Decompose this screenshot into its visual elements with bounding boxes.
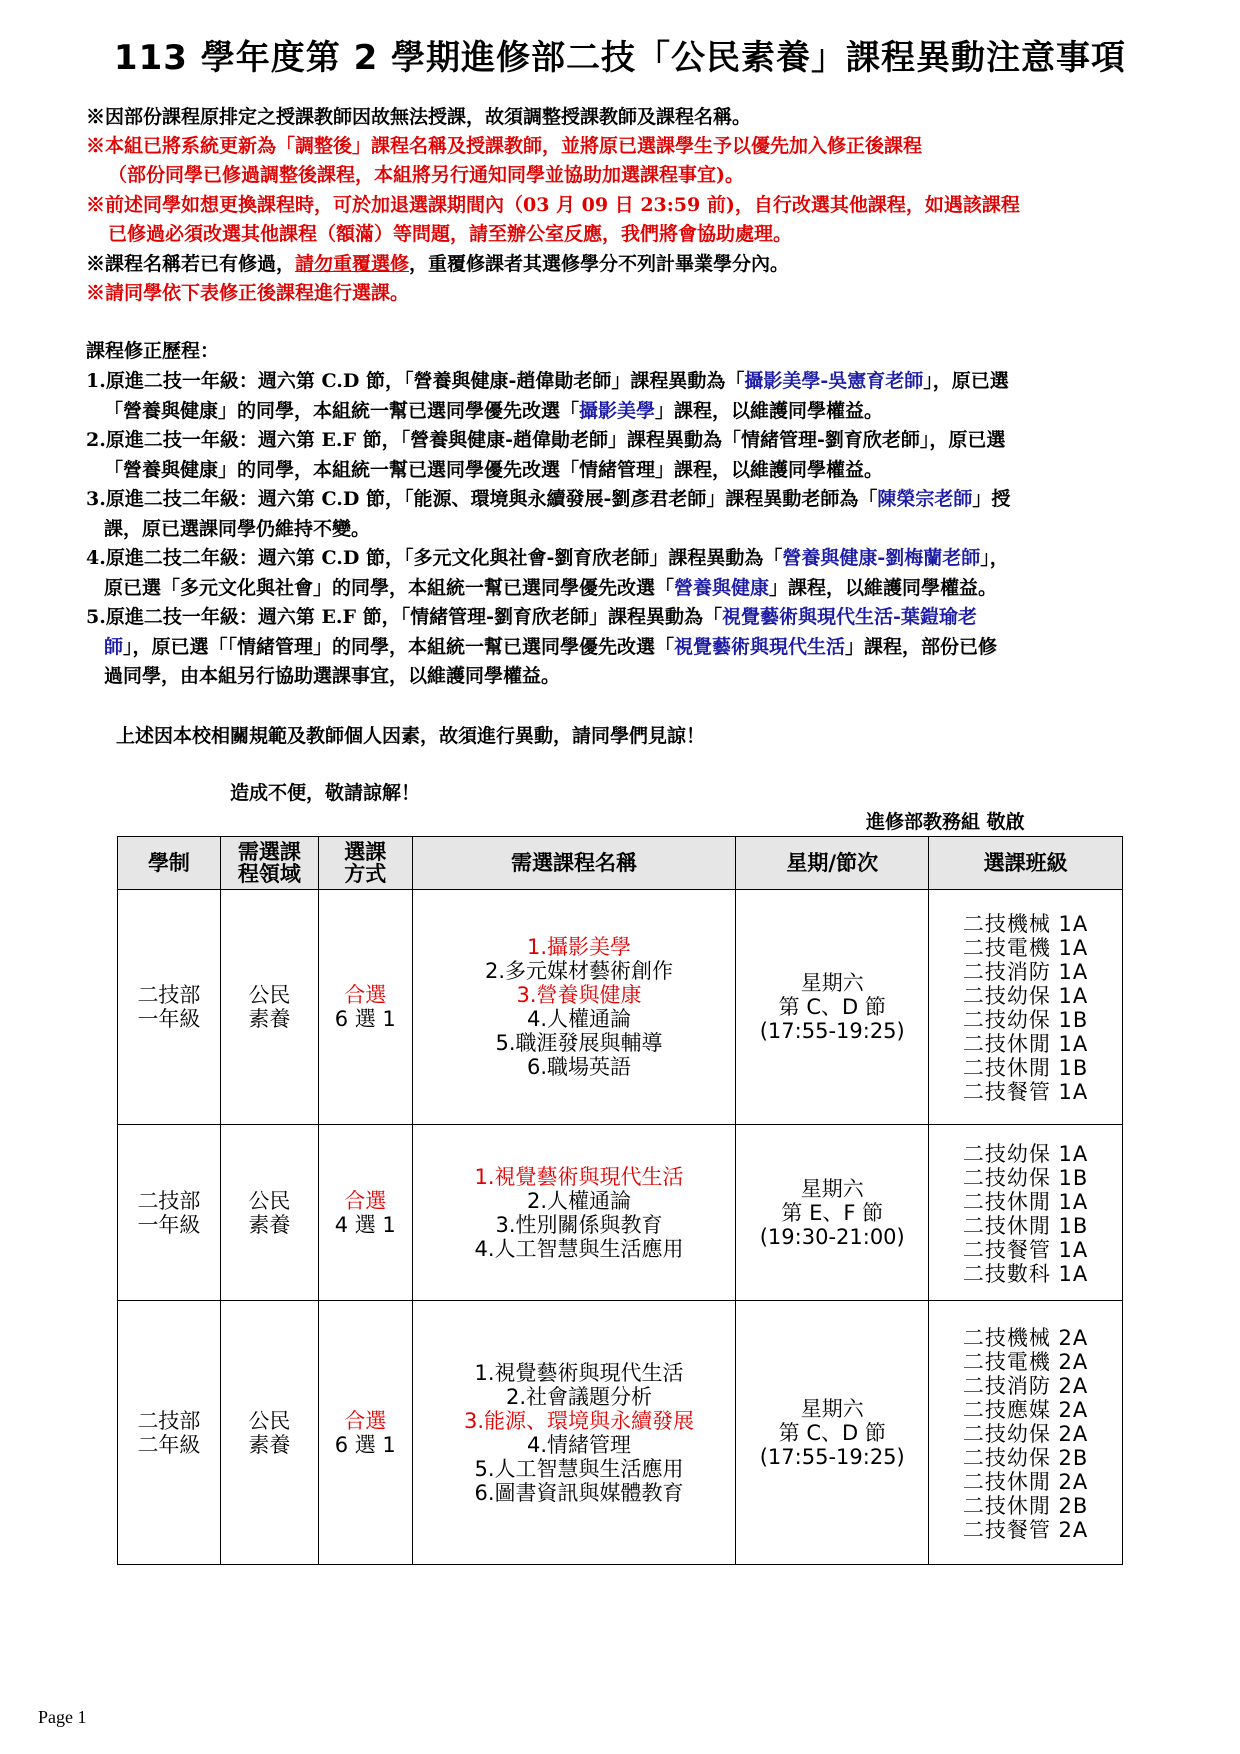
cell-classes — [929, 890, 1123, 1125]
page-footer: Page 1 — [38, 1707, 87, 1727]
history-item-5-line1: 5.原進二技一年級：週六第 E.F 節，「情緒管理-劉育欣老師」課程異動為「視覺藝術與現代生活-葉鎧瑜老 — [86, 606, 977, 628]
cell-courses — [412, 1125, 736, 1301]
notice-4: ※前述同學如想更換課程時，可於加退選課期間內（03 月 09 日 23:59 前)，自行改選其他課程，如遇該課程 — [86, 194, 1020, 216]
notice-7: ※請同學依下表修正後課程進行選課。 — [86, 282, 410, 304]
notice-2: ※本組已將系統更新為「調整後」課程名稱及授課教師，並將原已選課學生予以優先加入修正後課程 — [86, 135, 923, 157]
notice-5: 已修過必須改選其他課程（額滿）等問題，請至辦公室反應，我們將會協助處理。 — [108, 223, 793, 245]
class-item: 二技幼保 1A — [962, 1141, 1089, 1166]
cell-time: 星期六 第 C、D 節 (17:55-19:25) — [736, 1301, 929, 1565]
table-row — [118, 1125, 1123, 1301]
class-item: 二技餐管 2A — [962, 1517, 1089, 1542]
cell-time: 星期六 第 C、D 節 (17:55-19:25) — [736, 890, 929, 1125]
course-item: 3.營養與健康 — [516, 983, 642, 1007]
course-item: 1.攝影美學 — [526, 935, 632, 959]
header-class: 選課班級 — [929, 837, 1123, 890]
course-item: 6.職場英語 — [526, 1055, 632, 1079]
class-item: 二技應媒 2A — [962, 1397, 1089, 1422]
history-item-2-line1: 2.原進二技一年級：週六第 E.F 節，「營養與健康-趙偉勛老師」課程異動為「情緒管理-劉育欣老師」，原已選 — [86, 429, 1006, 451]
history-item-3-line1: 3.原進二技二年級：週六第 C.D 節，「能源、環境與永續發展-劉彥君老師」課程異動老師為「陳榮宗老師」授 — [86, 488, 1011, 510]
course-item: 6.圖書資訊與媒體教育 — [474, 1480, 684, 1505]
history-item-4-line1: 4.原進二技二年級：週六第 C.D 節，「多元文化與社會-劉育欣老師」課程異動為「營養與健康-劉梅蘭老師」， — [86, 547, 1009, 569]
course-item: 1.視覺藝術與現代生活 — [474, 1360, 684, 1385]
history-item-3-line2: 課，原已選課同學仍維持不變。 — [104, 518, 371, 540]
notice-1: ※因部份課程原排定之授課教師因故無法授課，故須調整授課教師及課程名稱。 — [86, 106, 752, 128]
header-method: 選課 方式 — [318, 837, 412, 890]
course-item: 2.多元媒材藝術創作 — [484, 959, 674, 983]
header-time: 星期/節次 — [736, 837, 929, 890]
course-item: 1.視覺藝術與現代生活 — [474, 1164, 684, 1189]
cell-classes — [929, 1301, 1123, 1565]
cell-method: 合選 6 選 1 — [318, 1301, 412, 1565]
course-item: 4.人權通論 — [526, 1007, 632, 1031]
class-item: 二技幼保 2B — [962, 1445, 1089, 1470]
history-heading: 課程修正歷程： — [86, 340, 220, 362]
course-item: 5.人工智慧與生活應用 — [474, 1456, 684, 1481]
class-item: 二技機械 1A — [962, 912, 1089, 936]
notice-3: （部份同學已修過調整後課程，本組將另行通知同學並協助加選課程事宜)。 — [108, 164, 744, 186]
class-item: 二技休閒 1B — [962, 1056, 1089, 1080]
notice-6-pre: ※課程名稱若已有修過， — [86, 253, 296, 275]
signature: 進修部教務組 敬啟 — [866, 811, 1025, 833]
class-item: 二技數科 1A — [962, 1261, 1089, 1286]
class-item: 二技幼保 2A — [962, 1421, 1089, 1446]
page-title: 113 學年度第 2 學期進修部二技「公民素養」課程異動注意事項 — [113, 38, 1127, 78]
notice-6-emphasis: 請勿重覆選修 — [295, 253, 410, 275]
class-item: 二技消防 1A — [962, 960, 1089, 984]
cell-classes — [929, 1125, 1123, 1301]
cell-method: 合選 6 選 1 — [318, 890, 412, 1125]
course-item: 3.性別關係與教育 — [495, 1212, 663, 1237]
course-item: 3.能源、環境與永續發展 — [463, 1408, 695, 1433]
cell-time: 星期六 第 E、F 節 (19:30-21:00) — [736, 1125, 929, 1301]
cell-method: 合選 4 選 1 — [318, 1125, 412, 1301]
notice-6-post: ，重覆修課者其選修學分不列計畢業學分內。 — [409, 253, 790, 275]
course-item: 2.人權通論 — [526, 1188, 632, 1213]
table-header-row — [118, 837, 1123, 890]
cell-system: 二技部 一年級 — [118, 890, 221, 1125]
class-item: 二技休閒 2A — [962, 1469, 1089, 1494]
class-item: 二技休閒 1A — [962, 1189, 1089, 1214]
history-item-5-line2: 師」，原已選「「情緒管理」的同學，本組統一幫已選同學優先改選「視覺藝術與現代生活」課程，部份已修 — [104, 636, 998, 658]
class-item: 二技休閒 1A — [962, 1032, 1089, 1056]
class-item: 二技電機 1A — [962, 936, 1089, 960]
cell-system: 二技部 二年級 — [118, 1301, 221, 1565]
class-item: 二技餐管 1A — [962, 1080, 1089, 1104]
cell-courses — [412, 890, 736, 1125]
class-item: 二技餐管 1A — [962, 1237, 1089, 1262]
cell-domain: 公民 素養 — [220, 1301, 318, 1565]
table-row — [118, 890, 1123, 1125]
class-item: 二技幼保 1A — [962, 984, 1089, 1008]
course-item: 5.職涯發展與輔導 — [495, 1031, 663, 1055]
history-item-1-line2: 「營養與健康」的同學，本組統一幫已選同學優先改選「攝影美學」課程，以維護同學權益。 — [104, 400, 884, 422]
cell-courses — [412, 1301, 736, 1565]
class-item: 二技幼保 1B — [962, 1165, 1089, 1190]
course-item: 2.社會議題分析 — [505, 1384, 653, 1409]
class-item: 二技電機 2A — [962, 1349, 1089, 1374]
closing-sorry: 造成不便，敬請諒解！ — [230, 782, 421, 804]
header-system: 學制 — [118, 837, 221, 890]
header-course: 需選課程名稱 — [412, 837, 736, 890]
course-table — [117, 836, 1123, 1565]
cell-system: 二技部 一年級 — [118, 1125, 221, 1301]
course-item: 4.人工智慧與生活應用 — [474, 1236, 684, 1261]
history-item-4-line2: 原已選「多元文化與社會」的同學，本組統一幫已選同學優先改選「營養與健康」課程，以維護同學權益。 — [104, 577, 998, 599]
history-item-5-line3: 過同學，由本組另行協助選課事宜，以維護同學權益。 — [104, 665, 561, 687]
class-item: 二技休閒 1B — [962, 1213, 1089, 1238]
class-item: 二技消防 2A — [962, 1373, 1089, 1398]
cell-domain: 公民 素養 — [220, 1125, 318, 1301]
table-row — [118, 1301, 1123, 1565]
course-item: 4.情緒管理 — [526, 1432, 632, 1457]
class-item: 二技休閒 2B — [962, 1493, 1089, 1518]
closing-apology: 上述因本校相關規範及教師個人因素，故須進行異動，請同學們見諒！ — [116, 725, 706, 747]
history-item-2-line2: 「營養與健康」的同學，本組統一幫已選同學優先改選「情緒管理」課程，以維護同學權益。 — [104, 459, 884, 481]
class-item: 二技幼保 1B — [962, 1008, 1089, 1032]
cell-domain: 公民 素養 — [220, 890, 318, 1125]
history-item-1-line1: 1.原進二技一年級：週六第 C.D 節，「營養與健康-趙偉勛老師」課程異動為「攝影美學-吳憲育老師」，原已選 — [86, 370, 1009, 392]
notice-6 — [86, 249, 789, 276]
class-item: 二技機械 2A — [962, 1325, 1089, 1350]
header-domain: 需選課 程領域 — [220, 837, 318, 890]
